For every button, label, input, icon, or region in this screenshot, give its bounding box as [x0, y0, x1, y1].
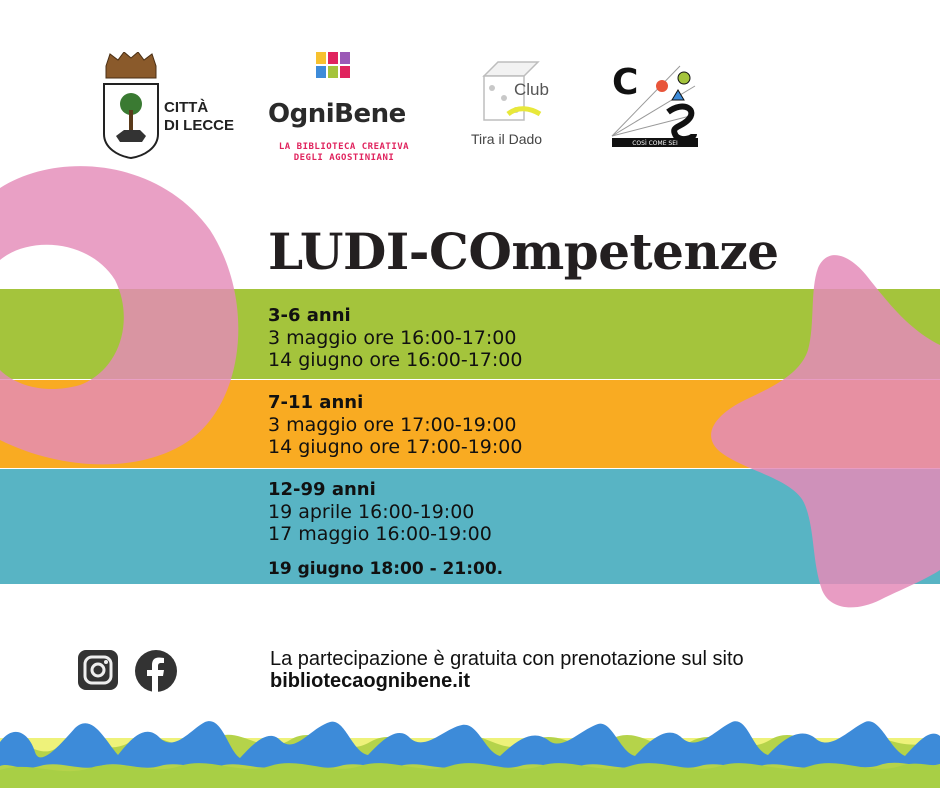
ognibene-logo-name: OgniBene [268, 99, 406, 129]
pink-ring-shape [0, 166, 238, 464]
club-logo-name: Club [514, 80, 549, 99]
schedule-date: 3 maggio ore 17:00-19:00 [268, 414, 517, 436]
lecce-line1: CITTÀ [164, 99, 209, 116]
pink-star-shape [711, 255, 940, 607]
schedule-date: 19 aprile 16:00-19:00 [268, 501, 475, 523]
age-group-label: 12-99 anni [268, 479, 376, 500]
club-logo-tagline: Tira il Dado [471, 131, 543, 147]
cosi-logo-caption: COSÌ COME SEI [632, 140, 678, 147]
cosi-logo-initial: C [612, 62, 639, 103]
extra-date: 19 giugno 18:00 - 21:00. [268, 559, 504, 579]
schedule-date: 14 giugno ore 17:00-19:00 [268, 436, 523, 458]
cosi-come-sei-logo [610, 56, 700, 148]
instagram-icon[interactable] [77, 649, 119, 691]
schedule-group-7-11 [268, 392, 522, 458]
lecce-logo-text [164, 99, 234, 135]
schedule-group-12-99 [268, 479, 492, 545]
schedule-group-3-6 [268, 305, 522, 371]
ognibene-logo-subtitle: LA BIBLIOTECA CREATIVA DEGLI AGOSTINIANI [278, 142, 410, 163]
lecce-line2: DI LECCE [164, 117, 235, 134]
wave-blue [0, 721, 940, 768]
schedule-date: 14 giugno ore 16:00-17:00 [268, 349, 523, 371]
event-title: LUDI-COmpetenze [268, 222, 779, 281]
lecce-coat-of-arms-logo [100, 52, 162, 160]
schedule-date: 17 maggio 16:00-19:00 [268, 523, 492, 545]
facebook-icon[interactable] [134, 649, 178, 693]
schedule-date: 3 maggio ore 16:00-17:00 [268, 327, 517, 349]
age-group-label: 3-6 anni [268, 305, 351, 326]
age-group-label: 7-11 anni [268, 392, 364, 413]
participation-text: La partecipazione è gratuita con prenotazione sul sito [270, 648, 744, 670]
website-link[interactable]: bibliotecaognibene.it [270, 670, 471, 692]
ognibene-blocks-icon [314, 50, 354, 82]
participation-info [270, 648, 744, 692]
